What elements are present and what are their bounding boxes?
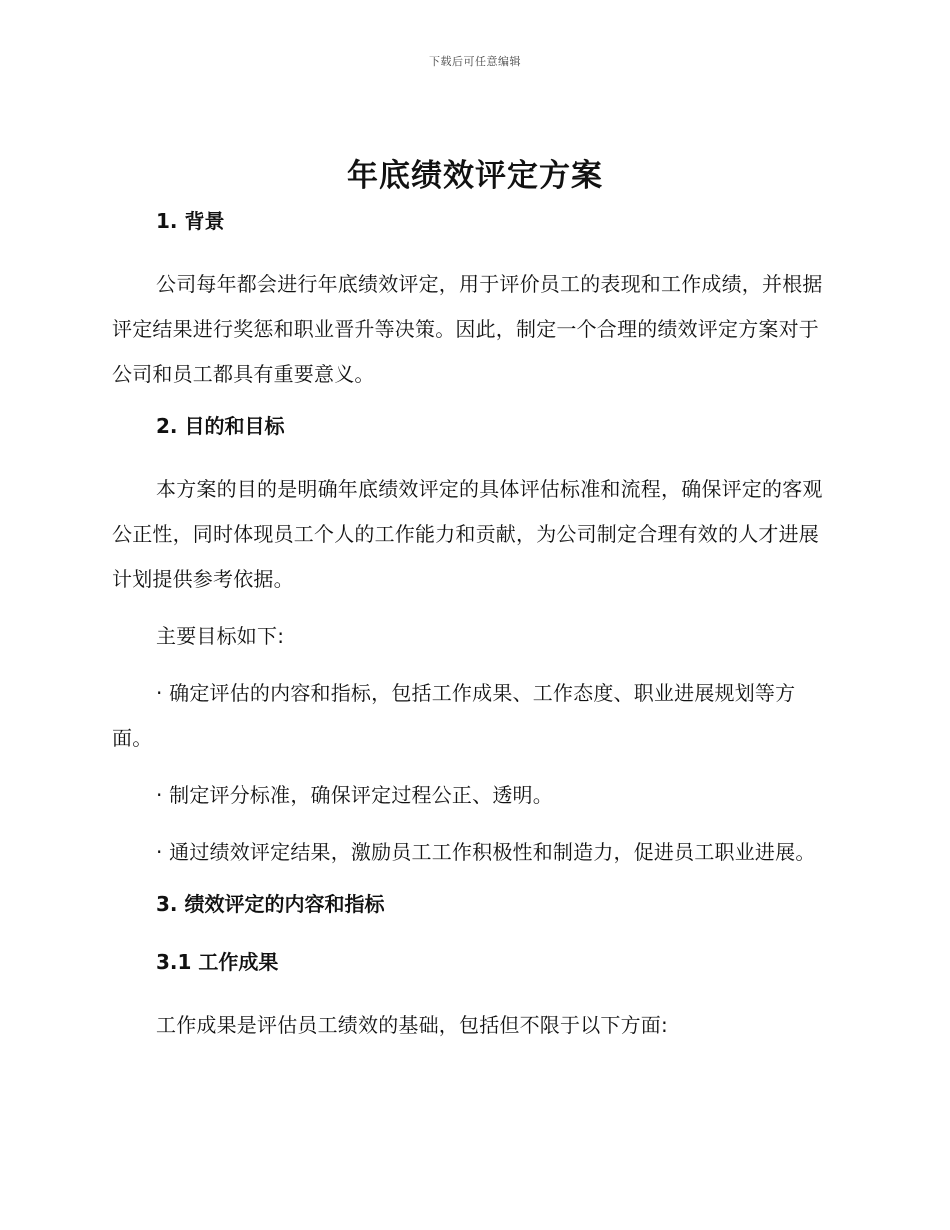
document-body (112, 204, 832, 1060)
document-title: 年底绩效评定方案 (347, 158, 603, 194)
goal-item: · 制定评分标准，确保评定过程公正、透明。 (156, 783, 553, 807)
header-note: 下载后可任意编辑 (429, 55, 521, 68)
work-results-paragraph: 工作成果是评估员工绩效的基础，包括但不限于以下方面: (156, 1013, 668, 1037)
section-heading-purpose: 2. 目的和目标 (156, 414, 285, 438)
goal-item: · 通过绩效评定结果，激励员工工作积极性和制造力，促进员工职业进展。 (156, 840, 816, 864)
goal-item: · 确定评估的内容和指标，包括工作成果、工作态度、职业进展规划等方面。 (112, 681, 796, 750)
background-paragraph: 公司每年都会进行年底绩效评定，用于评价员工的表现和工作成绩，并根据评定结果进行奖惩和职业晋升等决策。因此，制定一个合理的绩效评定方案对于公司和员工都具有重要意义。 (112, 272, 823, 386)
section-heading-content: 3. 绩效评定的内容和指标 (156, 892, 385, 916)
purpose-paragraph: 本方案的目的是明确年底绩效评定的具体评估标准和流程，确保评定的客观公正性，同时体现员工个人的工作能力和贡献，为公司制定合理有效的人才进展计划提供参考依据。 (112, 477, 823, 591)
section-heading-background: 1. 背景 (156, 209, 225, 233)
subsection-heading-work-results: 3.1 工作成果 (156, 950, 279, 974)
goals-intro: 主要目标如下: (156, 624, 285, 648)
